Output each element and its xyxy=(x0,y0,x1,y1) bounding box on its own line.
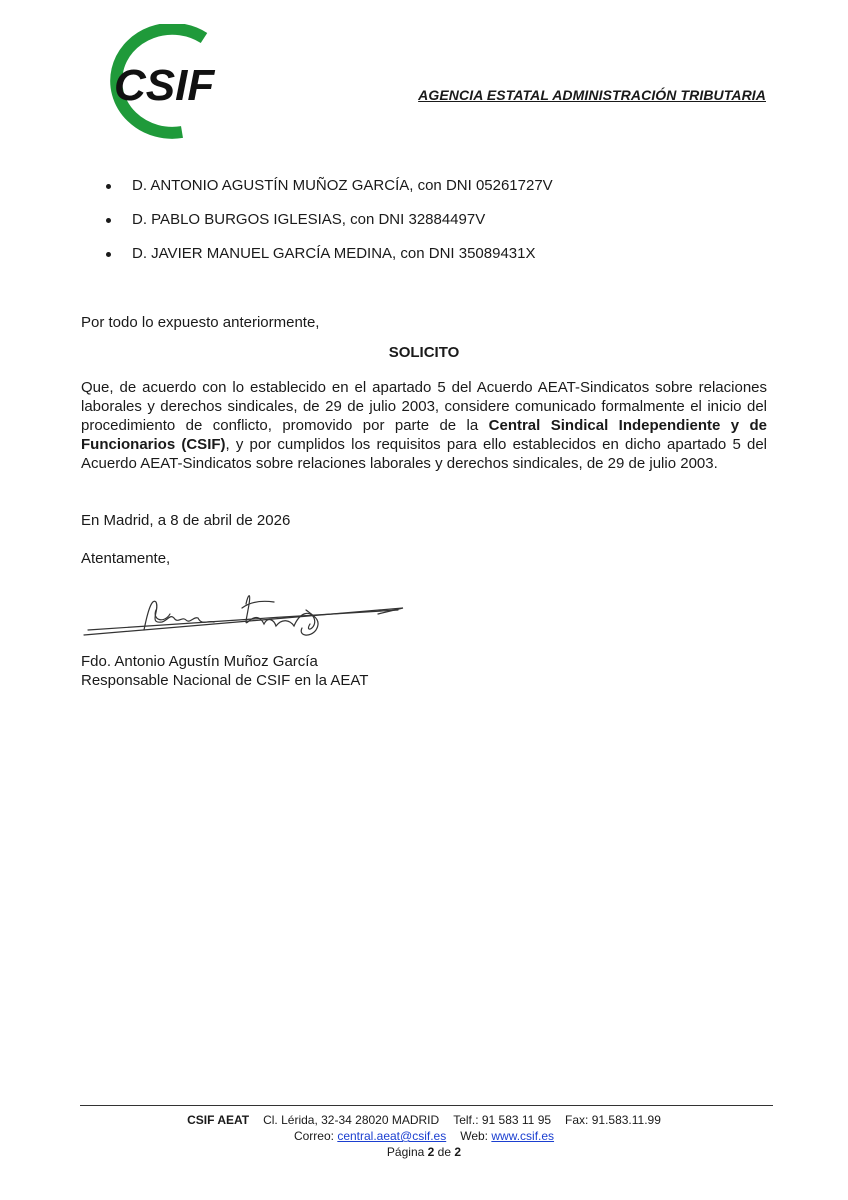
bullet-icon xyxy=(106,184,111,189)
footer-email-label: Correo: xyxy=(293,1129,334,1143)
union-name: Central Sindical Independiente y de Funcionarios (CSIF) xyxy=(81,417,767,453)
footer-org: CSIF AEAT xyxy=(187,1113,250,1127)
representatives-list xyxy=(104,176,553,278)
list-item: D. ANTONIO AGUSTÍN MUÑOZ GARCÍA, con DNI 05261727V xyxy=(104,176,553,210)
logo-text: CSIF xyxy=(114,61,215,110)
footer-divider xyxy=(80,1105,773,1106)
footer-email-link[interactable]: central.aeat@csif.es xyxy=(337,1129,447,1143)
place-date: En Madrid, a 8 de abril de 2026 xyxy=(81,512,291,529)
signer-role: Responsable Nacional de CSIF en la AEAT xyxy=(81,672,369,689)
footer-phone: Telf.: 91 583 11 95 xyxy=(453,1113,552,1127)
signature xyxy=(78,580,418,650)
closing-text: Atentamente, xyxy=(81,550,171,567)
agency-title: AGENCIA ESTATAL ADMINISTRACIÓN TRIBUTARIA xyxy=(418,87,766,103)
intro-text: Por todo lo expuesto anteriormente, xyxy=(81,314,320,331)
footer-address: Cl. Lérida, 32-34 28020 MADRID xyxy=(263,1113,440,1127)
footer-contact-line xyxy=(0,1129,848,1143)
list-item: D. JAVIER MANUEL GARCÍA MEDINA, con DNI 35089431X xyxy=(104,244,553,278)
signed-by: Fdo. Antonio Agustín Muñoz García xyxy=(81,653,318,670)
page-number: Página 2 de 2 xyxy=(386,1145,462,1159)
footer-web-link[interactable]: www.csif.es xyxy=(491,1129,555,1143)
request-heading: SOLICITO xyxy=(388,344,460,361)
csif-logo xyxy=(86,24,226,142)
bullet-icon xyxy=(106,218,111,223)
footer-web-label: Web: xyxy=(460,1129,489,1143)
request-paragraph: Que, de acuerdo con lo establecido en el apartado 5 del Acuerdo AEAT-Sindicatos sobre relaciones laborales y derechos sindicales, de 29 de julio 2003, considere comunicado formalmente el inicio del procedimiento de conflicto, promovido por parte de la Central Sindical Independiente y de Funcionarios (CSIF), y por cumplidos los requisitos para ello establecidos en dicho apartado 5 del Acuerdo AEAT-Sindicatos sobre relaciones laborales y derechos sindicales, de 29 de julio 2003. xyxy=(81,379,767,472)
footer-address-line xyxy=(0,1113,848,1127)
footer-fax: Fax: 91.583.11.99 xyxy=(565,1113,661,1127)
bullet-icon xyxy=(106,252,111,257)
list-item: D. PABLO BURGOS IGLESIAS, con DNI 32884497V xyxy=(104,210,553,244)
